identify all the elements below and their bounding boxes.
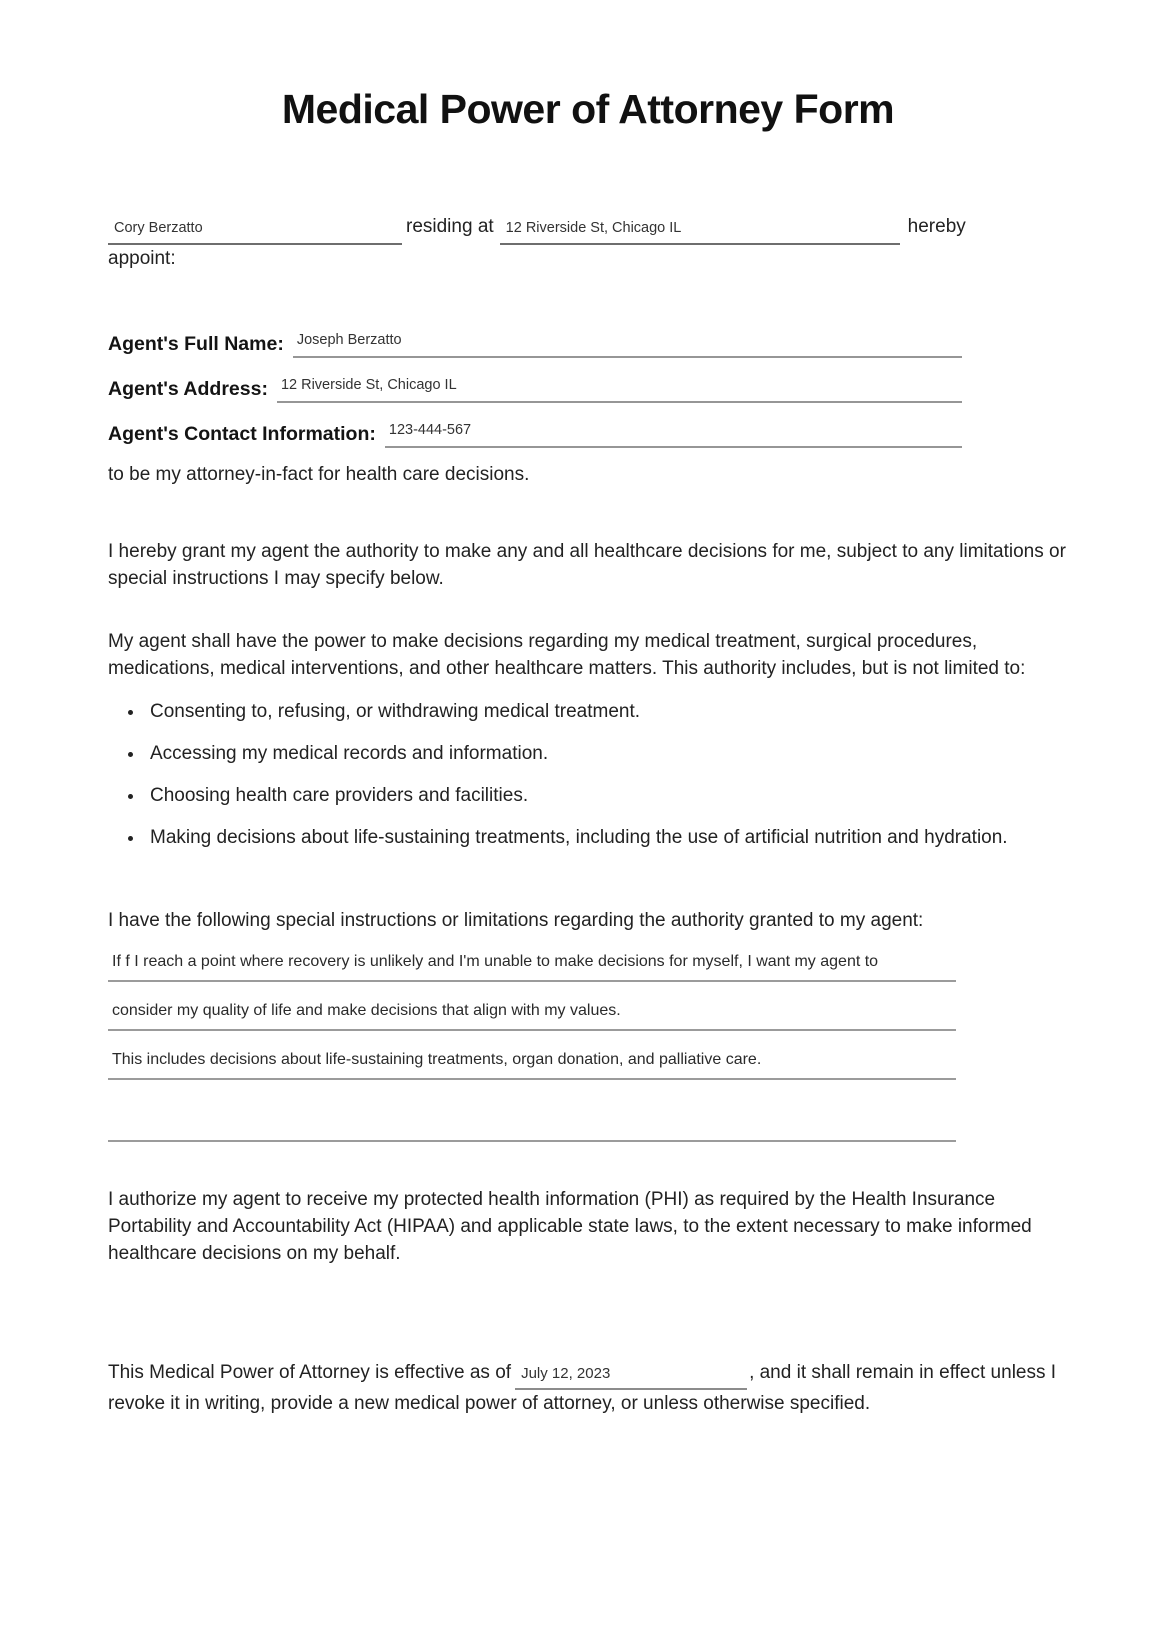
special-instruction-line-4[interactable] <box>108 1106 956 1142</box>
agent-address-field[interactable] <box>277 371 962 403</box>
special-instructions-lines <box>108 946 956 1142</box>
agent-full-name-row <box>108 326 962 358</box>
hipaa-paragraph: I authorize my agent to receive my protected health information (PHI) as required by the Health Insurance Portability and Accountability Act (HIPAA) and applicable state laws, to the extent necessary to make informed healthcare decisions on my behalf. <box>108 1189 1032 1264</box>
powers-intro-paragraph: My agent shall have the power to make decisions regarding my medical treatment, surgical procedures, medications, medical interventions, and other healthcare matters. This authority includes, but is not limited to: <box>108 631 1026 679</box>
principal-name-field[interactable] <box>108 213 402 245</box>
appoint-label: appoint: <box>108 248 176 269</box>
effective-date-field[interactable] <box>515 1359 747 1390</box>
special-instruction-line-1[interactable]: If f I reach a point where recovery is unlikely and I'm unable to make decisions for myself, I want my agent to <box>108 946 956 982</box>
agent-address-value: 12 Riverside St, Chicago IL <box>280 377 457 393</box>
grant-paragraph: I hereby grant my agent the authority to make any and all healthcare decisions for me, subject to any limitations or special instructions I may specify below. <box>108 541 1066 589</box>
list-item: • Consenting to, refusing, or withdrawing medical treatment. <box>145 698 1068 725</box>
list-item: • Choosing health care providers and facilities. <box>145 782 1068 809</box>
special-instructions-intro: I have the following special instructions or limitations regarding the authority granted to my agent: <box>108 910 924 931</box>
agent-contact-field[interactable] <box>385 416 962 448</box>
list-item: • Accessing my medical records and information. <box>145 740 1068 767</box>
hereby-label: hereby <box>907 216 966 237</box>
agent-section <box>108 326 962 488</box>
agent-address-label: Agent's Address: <box>108 378 268 400</box>
special-instruction-line-2[interactable]: consider my quality of life and make decisions that align with my values. <box>108 995 956 1031</box>
agent-full-name-value: Joseph Berzatto <box>296 332 402 348</box>
special-instruction-line-3[interactable]: This includes decisions about life-sustaining treatments, organ donation, and palliative care. <box>108 1044 956 1080</box>
agent-contact-label: Agent's Contact Information: <box>108 423 376 445</box>
principal-line <box>108 213 1068 245</box>
agent-full-name-label: Agent's Full Name: <box>108 333 284 355</box>
effective-suffix: , and it shall remain in effect unless I revoke it in writing, provide a new medical power of attorney, or unless otherwise specified. <box>108 1362 1057 1414</box>
agent-contact-value: 123-444-567 <box>388 422 472 438</box>
powers-list <box>108 698 1068 851</box>
agent-address-row <box>108 371 962 403</box>
agent-full-name-field[interactable] <box>293 326 962 358</box>
principal-address-field[interactable] <box>500 213 900 245</box>
principal-name-value: Cory Berzatto <box>114 220 203 236</box>
principal-address-value: 12 Riverside St, Chicago IL <box>505 220 682 236</box>
effective-prefix: This Medical Power of Attorney is effective as of <box>108 1362 512 1383</box>
special-instructions-section <box>108 907 1068 1142</box>
effective-paragraph <box>108 1359 1068 1417</box>
agent-contact-row <box>108 416 962 448</box>
residing-at-label: residing at <box>406 216 494 237</box>
list-item: • Making decisions about life-sustaining treatments, including the use of artificial nutrition and hydration. <box>145 824 1068 851</box>
effective-date-value: July 12, 2023 <box>521 1365 611 1382</box>
page-title: Medical Power of Attorney Form <box>281 86 895 132</box>
attorney-in-fact-line: to be my attorney-in-fact for health care decisions. <box>108 464 530 485</box>
